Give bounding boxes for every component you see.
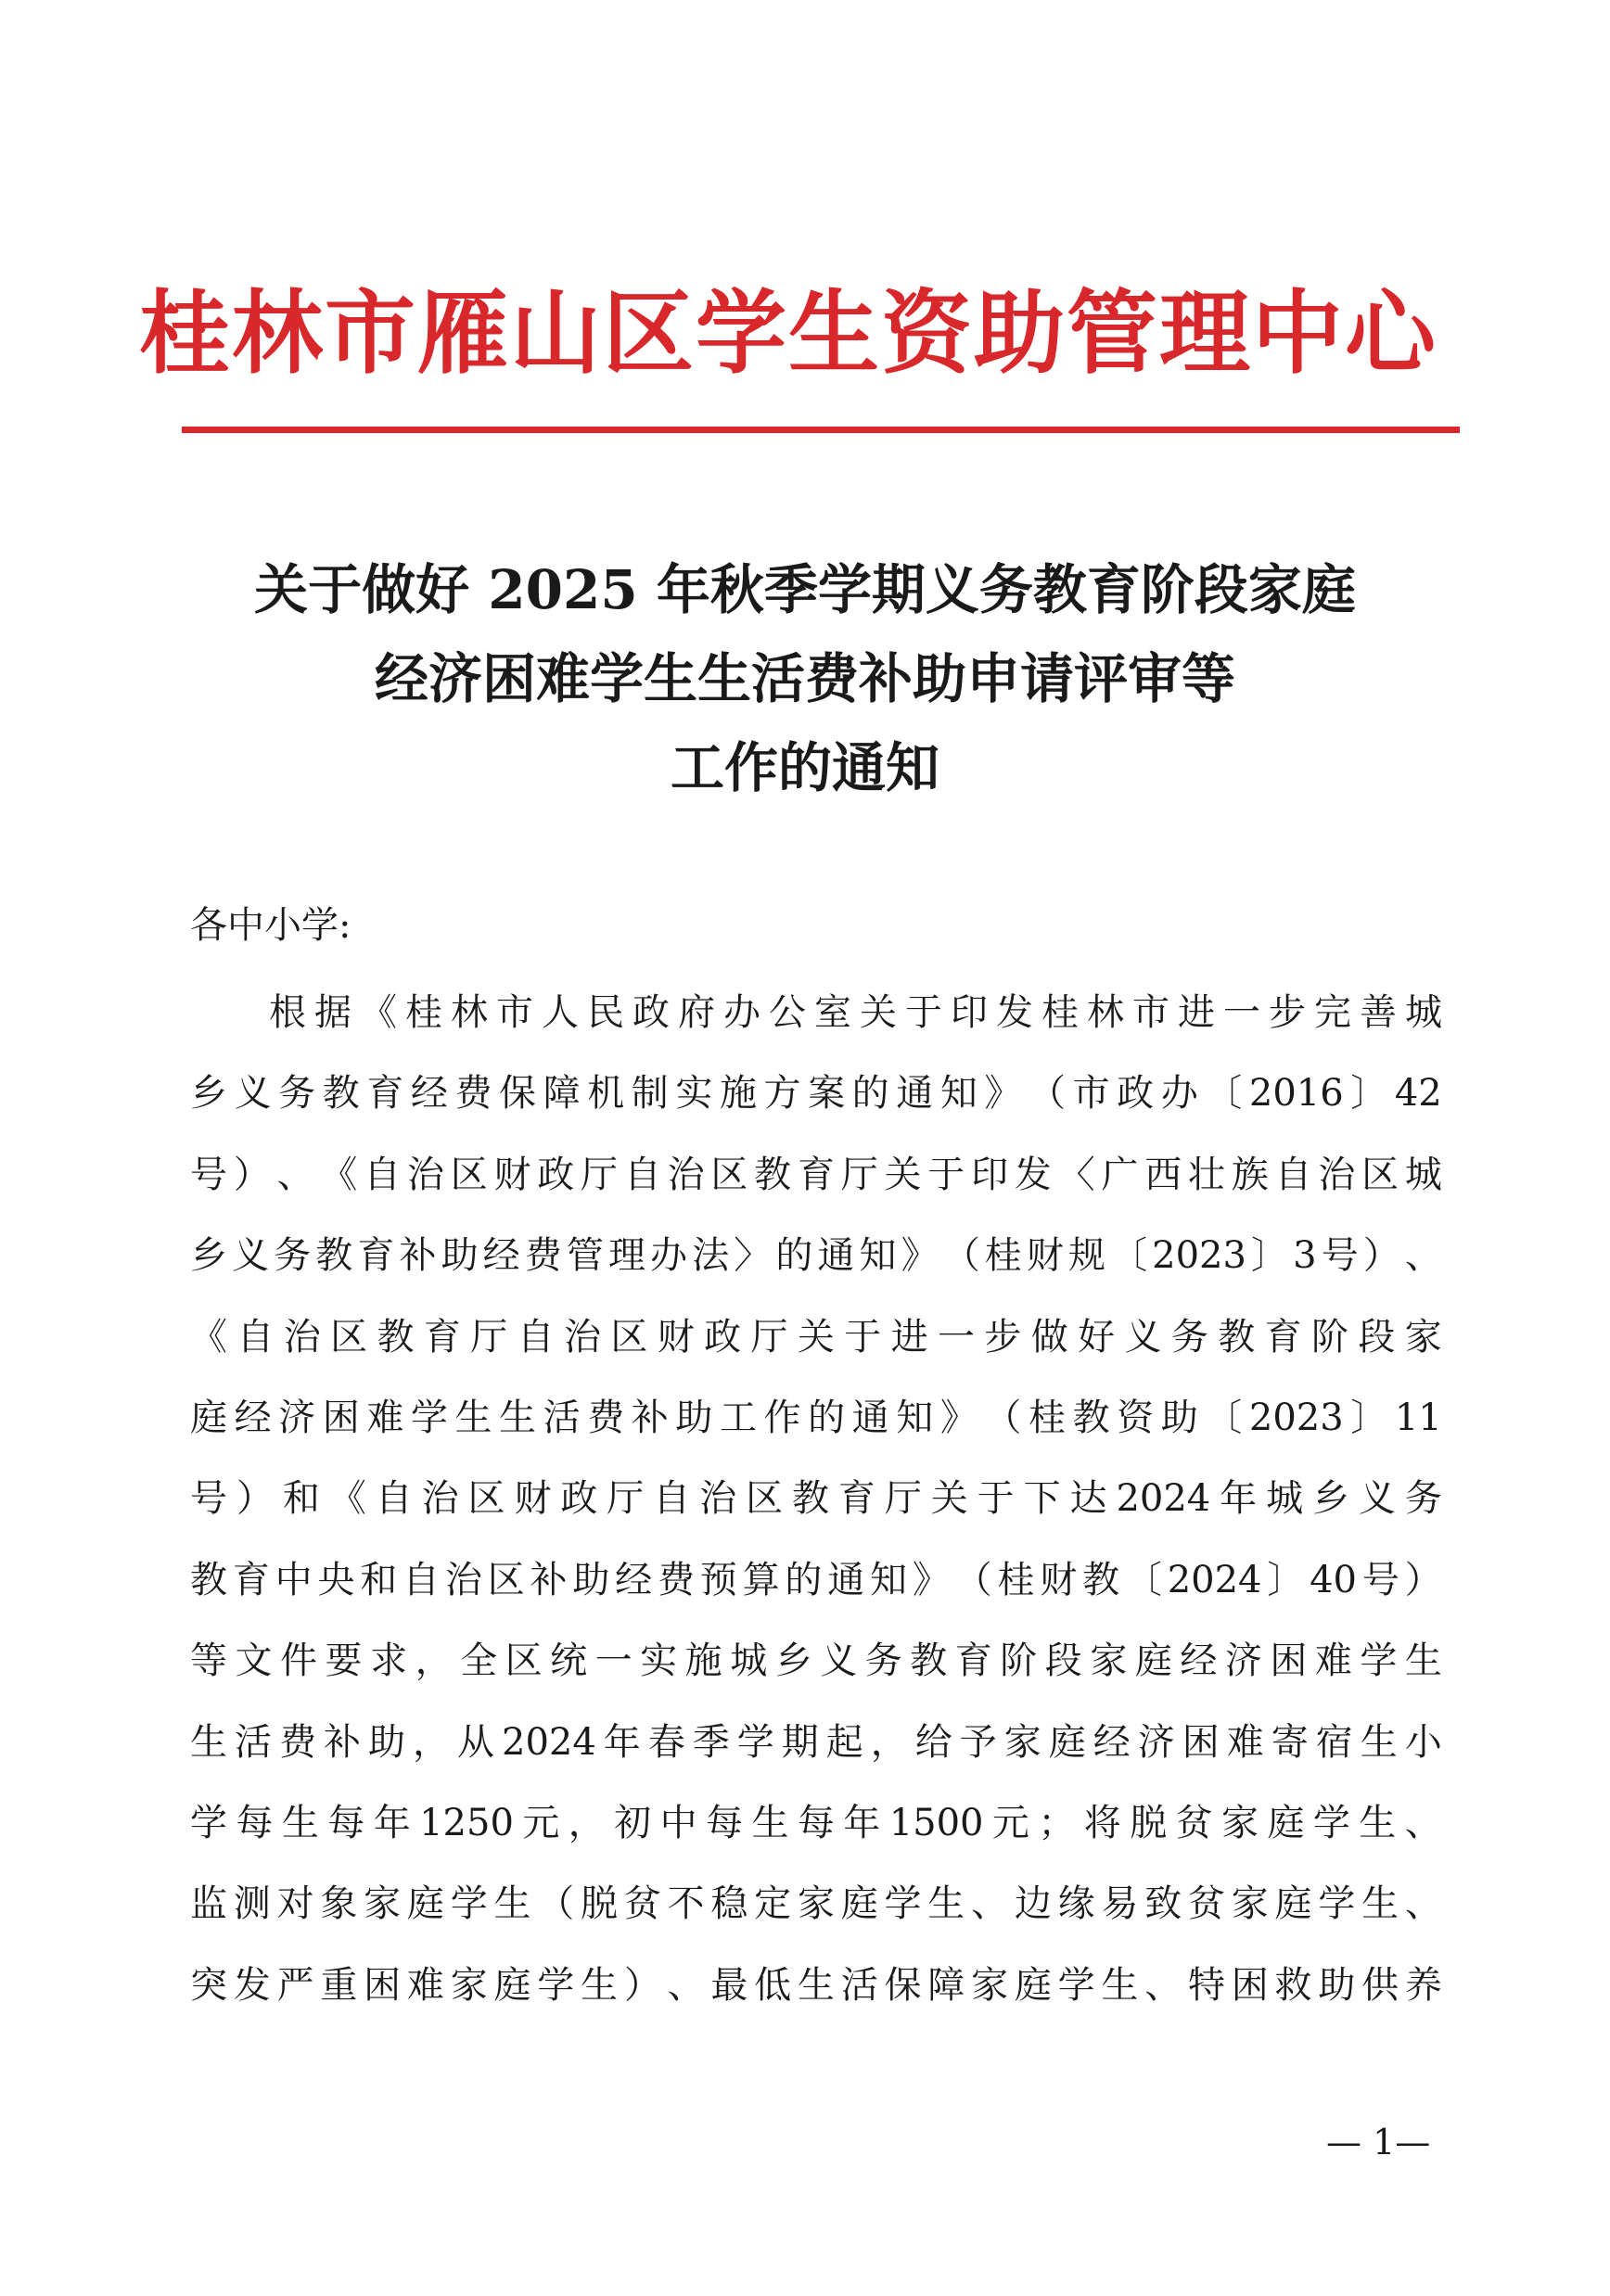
body-line: 号 ） 、 《 自 治 区 财 政 厅 自 治 区 教 育 厅 关 于 印 发 〈 广 西 壮 族 自 治 区 城: [190, 1153, 1442, 1196]
title-line-2: 经济困难学生生活费补助申请评审等: [374, 647, 1235, 710]
salutation: 各中小学:: [190, 904, 351, 947]
body-line: 突 发 严 重 困 难 家 庭 学 生 ） 、 最 低 生 活 保 障 家 庭 学 生 、 特 困 救 助 供 养: [190, 1963, 1442, 2007]
body-line: 根 据 《 桂 林 市 人 民 政 府 办 公 室 关 于 印 发 桂 林 市 进 一 步 完 善 城: [269, 991, 1442, 1034]
body-line: 乡 义 务 教 育 经 费 保 障 机 制 实 施 方 案 的 通 知 》 （ 市 政 办 〔 2016 〕 42: [190, 1072, 1442, 1116]
body-line: 《 自 治 区 教 育 厅 自 治 区 财 政 厅 关 于 进 一 步 做 好 义 务 教 育 阶 段 家: [190, 1315, 1442, 1358]
body-line: 乡 义 务 教 育 补 助 经 费 管 理 办 法 〉 的 通 知 》 （ 桂 财 规 〔 2023 〕 3 号 ） 、: [190, 1234, 1442, 1278]
body-text: [190, 985, 1442, 2038]
body-line: 教 育 中 央 和 自 治 区 补 助 经 费 预 算 的 通 知 》 （ 桂 财 教 〔 2024 〕 40 号 ）: [190, 1558, 1442, 1601]
body-line: 监 测 对 象 家 庭 学 生 （ 脱 贫 不 稳 定 家 庭 学 生 、 边 缘 易 致 贫 家 庭 学 生 、: [190, 1882, 1442, 1926]
body-line: 等 文 件 要 求 ， 全 区 统 一 实 施 城 乡 义 务 教 育 阶 段 家 庭 经 济 困 难 学 生: [190, 1639, 1442, 1683]
issuer-masthead: 桂林市雁山区学生资助管理中心: [139, 281, 1438, 387]
body-line: 学 每 生 每 年 1250 元 ， 初 中 每 生 每 年 1500 元 ； 将 脱 贫 家 庭 学 生 、: [190, 1801, 1442, 1844]
body-line: 庭 经 济 困 难 学 生 生 活 费 补 助 工 作 的 通 知 》 （ 桂 教 资 助 〔 2023 〕 11: [190, 1396, 1442, 1439]
title-line-3: 工作的通知: [670, 736, 939, 799]
document-title: [121, 545, 1489, 812]
title-line-1: 关于做好 2025 年秋季学期义务教育阶段家庭: [254, 558, 1356, 621]
body-line: 生 活 费 补 助 ， 从 2024 年 春 季 学 期 起 ， 给 予 家 庭 经 济 困 难 寄 宿 生 小: [190, 1720, 1442, 1764]
red-separator-line: [182, 427, 1460, 433]
body-line: 号 ） 和 《 自 治 区 财 政 厅 自 治 区 教 育 厅 关 于 下 达 2024 年 城 乡 义 务: [190, 1477, 1442, 1521]
page-number: — 1—: [1326, 2122, 1431, 2162]
